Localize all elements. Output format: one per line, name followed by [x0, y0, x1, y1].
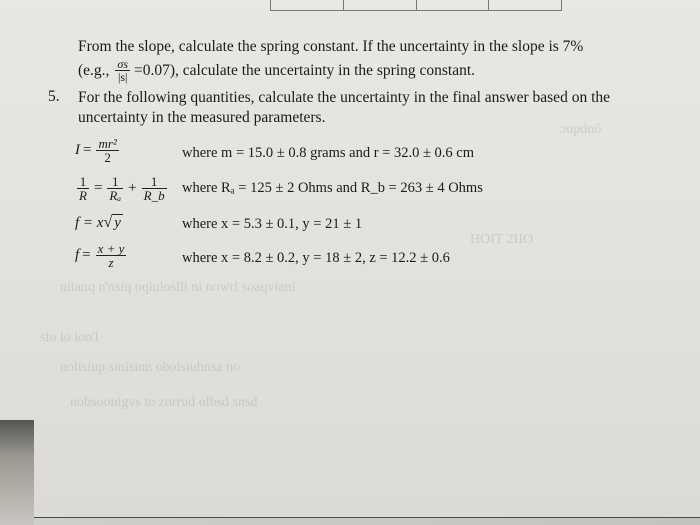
- bleed-through-text: sio lo ion'l: [40, 330, 99, 345]
- equation-fraction: [142, 175, 167, 202]
- fraction-denominator: R: [79, 188, 87, 203]
- bleed-through-text: nolisiup sinisinn obolsiubnsa no: [60, 360, 241, 375]
- fraction-denominator: z: [108, 255, 114, 270]
- equation-fraction: [77, 175, 89, 202]
- top-table-fragment: [270, 0, 562, 11]
- paragraph-spring-line1: From the slope, calculate the spring constant. If the uncertainty in the slope is 7%: [78, 38, 584, 55]
- radicand: y: [114, 215, 121, 231]
- table-cell: [416, 0, 489, 10]
- table-cell: [343, 0, 416, 10]
- bleed-through-text: HOIT 2IIO: [470, 232, 534, 247]
- equals-sign: =: [83, 142, 92, 158]
- fraction-denominator: |s|: [117, 70, 128, 84]
- page-edge-shadow: [34, 517, 700, 525]
- fraction-numerator: x + y: [97, 241, 125, 256]
- equation-lhs: I: [75, 142, 80, 158]
- table-cell: [488, 0, 561, 10]
- equals-sign: =: [93, 180, 103, 196]
- bleed-through-text: nitanq n'nsiq oqiuloslli ni nowrl soaqviani: [60, 280, 296, 295]
- bleed-through-text: nobsoonigvs to zorrud olbsd snsd: [70, 395, 258, 410]
- equation-4: [75, 242, 128, 269]
- line2-suffix: =0.07), calculate the uncertainty in the spring constant.: [134, 61, 476, 79]
- equation-3: [75, 214, 123, 232]
- fraction-denominator: Rₐ: [109, 188, 122, 203]
- fraction-numerator: 1: [150, 174, 158, 189]
- equation-3-where: where x = 5.3 ± 0.1, y = 21 ± 1: [182, 216, 363, 232]
- equation-2-where: where Rₐ = 125 ± 2 Ohms and R_b = 263 ± 4 Ohms: [182, 180, 483, 196]
- bleed-through-text: ɔupdnō: [560, 122, 602, 137]
- item-number: 5.: [48, 88, 60, 105]
- equation-lhs: f: [75, 247, 80, 263]
- equation-fraction: [107, 175, 123, 202]
- item-text: For the following quantities, calculate the uncertainty in the final answer based on the uncertainty in the measured parameters.: [78, 89, 611, 126]
- table-cell: [271, 0, 343, 10]
- equation-4-where: where x = 8.2 ± 0.2, y = 18 ± 2, z = 12.2 ± 0.6: [182, 250, 450, 266]
- page-edge-line: [34, 517, 700, 518]
- plus-sign: +: [128, 180, 137, 196]
- radical-sign: √: [103, 214, 113, 231]
- equation-lhs: f = x: [75, 214, 104, 231]
- fraction-denominator: 2: [104, 150, 111, 165]
- square-root: [103, 214, 122, 232]
- equation-1: [75, 137, 121, 164]
- fraction-numerator: mr²: [98, 136, 117, 151]
- sigma-over-slope-fraction: [115, 58, 130, 83]
- equation-1-where: where m = 15.0 ± 0.8 grams and r = 32.0 ± 0.6 cm: [182, 145, 475, 161]
- paragraph-spring-line2: [78, 58, 475, 83]
- line2-prefix: (e.g.,: [78, 61, 110, 79]
- equals-sign: =: [82, 247, 91, 263]
- equation-2: [75, 175, 169, 202]
- equation-fraction: [96, 242, 127, 269]
- background-object: [0, 420, 34, 525]
- equation-fraction: [96, 137, 118, 164]
- fraction-denominator: R_b: [143, 188, 165, 203]
- fraction-numerator: 1: [112, 174, 119, 189]
- fraction-numerator: σs: [117, 57, 129, 71]
- fraction-numerator: 1: [79, 174, 87, 189]
